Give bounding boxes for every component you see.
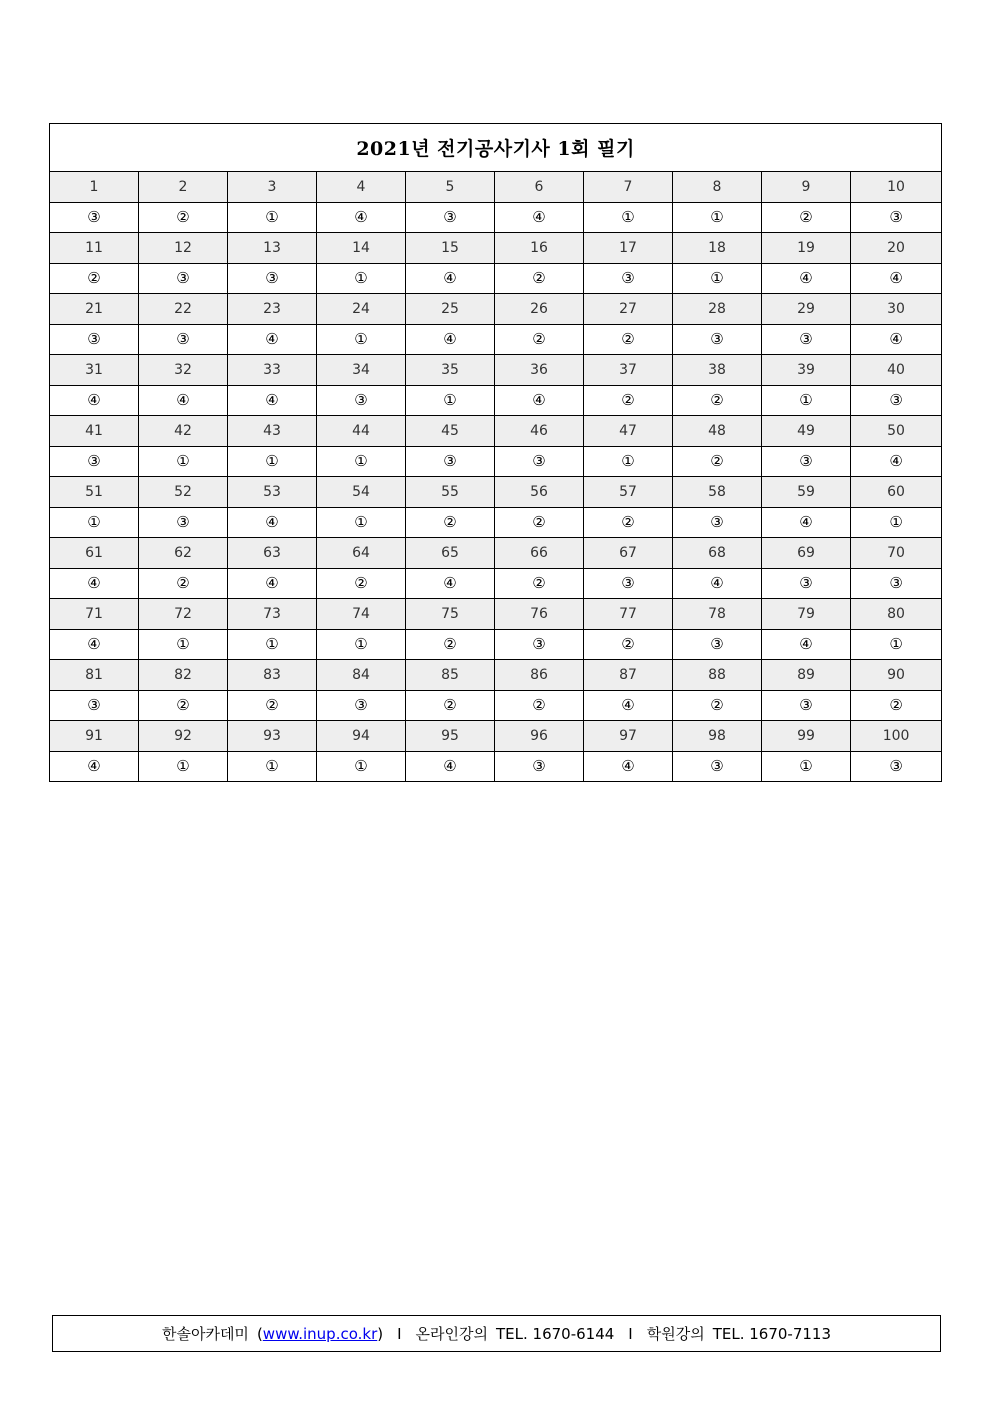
question-number: 99 [762,721,851,752]
open-paren: ( [256,1324,263,1343]
question-number-row [50,233,942,264]
question-number: 62 [139,538,228,569]
answer-cell: ① [228,202,317,233]
answer-cell: ④ [495,385,584,416]
question-number: 7 [584,172,673,203]
answer-cell: ③ [50,202,139,233]
answer-cell: ③ [50,446,139,477]
offline-tel: TEL. 1670-7113 [712,1324,831,1343]
answer-cell: ① [584,202,673,233]
question-number: 31 [50,355,139,386]
question-number: 19 [762,233,851,264]
answer-cell: ① [317,751,406,782]
question-number: 50 [851,416,942,447]
title-row [50,124,942,172]
close-paren: ) [377,1324,384,1343]
answer-cell: ② [584,324,673,355]
answer-row [50,324,942,355]
answer-cell: ③ [584,568,673,599]
answer-cell: ① [851,507,942,538]
question-number: 65 [406,538,495,569]
answer-cell: ② [851,690,942,721]
question-number: 24 [317,294,406,325]
answer-cell: ③ [851,568,942,599]
question-number: 92 [139,721,228,752]
question-number: 95 [406,721,495,752]
answer-cell: ① [317,263,406,294]
answer-cell: ④ [584,690,673,721]
question-number: 87 [584,660,673,691]
question-number: 8 [673,172,762,203]
question-number: 13 [228,233,317,264]
answer-cell: ③ [406,446,495,477]
question-number: 84 [317,660,406,691]
answer-cell: ④ [406,263,495,294]
question-number: 55 [406,477,495,508]
question-number: 47 [584,416,673,447]
answer-cell: ③ [495,446,584,477]
footer-bar [52,1315,941,1352]
answer-cell: ① [139,629,228,660]
answer-cell: ③ [139,507,228,538]
question-number: 28 [673,294,762,325]
question-number: 58 [673,477,762,508]
question-number: 73 [228,599,317,630]
question-number: 32 [139,355,228,386]
question-number: 93 [228,721,317,752]
separator: I [628,1324,633,1343]
question-number: 100 [851,721,942,752]
answer-cell: ② [406,629,495,660]
question-number: 81 [50,660,139,691]
answer-cell: ③ [50,690,139,721]
question-number: 21 [50,294,139,325]
answer-table [49,123,942,782]
answer-cell: ③ [851,202,942,233]
question-number-row [50,660,942,691]
answer-cell: ① [50,507,139,538]
answer-cell: ② [673,385,762,416]
answer-cell: ④ [584,751,673,782]
answer-cell: ① [317,507,406,538]
question-number-row [50,355,942,386]
answer-cell: ④ [228,324,317,355]
question-number: 45 [406,416,495,447]
question-number: 68 [673,538,762,569]
answer-cell: ② [317,568,406,599]
question-number: 18 [673,233,762,264]
answer-cell: ① [673,202,762,233]
question-number: 36 [495,355,584,386]
question-number: 88 [673,660,762,691]
answer-cell: ③ [228,263,317,294]
answer-row [50,751,942,782]
question-number: 98 [673,721,762,752]
answer-cell: ② [228,690,317,721]
question-number: 83 [228,660,317,691]
answer-cell: ① [139,446,228,477]
answer-cell: ① [228,629,317,660]
answer-cell: ③ [673,629,762,660]
question-number: 66 [495,538,584,569]
answer-row [50,202,942,233]
answer-cell: ④ [762,507,851,538]
question-number: 3 [228,172,317,203]
offline-label: 학원강의 [646,1325,705,1343]
answer-cell: ③ [673,751,762,782]
question-number: 43 [228,416,317,447]
question-number: 57 [584,477,673,508]
answer-cell: ② [584,385,673,416]
question-number: 26 [495,294,584,325]
answer-cell: ② [673,690,762,721]
question-number: 12 [139,233,228,264]
answer-cell: ① [406,385,495,416]
page-title: 2021년 전기공사기사 1회 필기 [50,124,942,172]
answer-cell: ③ [762,324,851,355]
question-number: 34 [317,355,406,386]
question-number: 69 [762,538,851,569]
answer-cell: ④ [139,385,228,416]
question-number: 86 [495,660,584,691]
question-number: 59 [762,477,851,508]
question-number: 6 [495,172,584,203]
answer-cell: ③ [317,690,406,721]
question-number: 25 [406,294,495,325]
answer-cell: ③ [317,385,406,416]
online-tel: TEL. 1670-6144 [496,1324,615,1343]
question-number: 4 [317,172,406,203]
question-number: 74 [317,599,406,630]
answer-cell: ③ [762,690,851,721]
answer-cell: ④ [50,629,139,660]
question-number: 39 [762,355,851,386]
answer-row [50,507,942,538]
question-number: 17 [584,233,673,264]
question-number: 75 [406,599,495,630]
answer-cell: ② [139,202,228,233]
answer-cell: ④ [50,385,139,416]
answer-row [50,568,942,599]
answer-cell: ② [50,263,139,294]
answer-cell: ③ [851,385,942,416]
answer-cell: ④ [762,629,851,660]
answer-cell: ① [762,385,851,416]
question-number: 94 [317,721,406,752]
question-number-row [50,416,942,447]
answer-cell: ④ [673,568,762,599]
question-number: 82 [139,660,228,691]
answer-cell: ① [228,446,317,477]
question-number: 40 [851,355,942,386]
academy-name: 한솔아카데미 [161,1325,249,1343]
question-number: 96 [495,721,584,752]
question-number: 76 [495,599,584,630]
question-number: 37 [584,355,673,386]
answer-cell: ④ [495,202,584,233]
answer-cell: ④ [50,568,139,599]
answer-cell: ① [673,263,762,294]
answer-row [50,629,942,660]
website-link[interactable]: www.inup.co.kr [262,1324,378,1343]
answer-cell: ④ [851,324,942,355]
answer-cell: ③ [139,263,228,294]
question-number-row [50,721,942,752]
answer-cell: ① [762,751,851,782]
answer-cell: ② [673,446,762,477]
question-number: 20 [851,233,942,264]
answer-cell: ③ [406,202,495,233]
question-number: 90 [851,660,942,691]
question-number: 46 [495,416,584,447]
question-number: 48 [673,416,762,447]
question-number: 60 [851,477,942,508]
question-number: 91 [50,721,139,752]
question-number: 29 [762,294,851,325]
answer-cell: ④ [851,263,942,294]
question-number-row [50,172,942,203]
answer-cell: ② [406,507,495,538]
answer-cell: ③ [851,751,942,782]
answer-cell: ④ [406,324,495,355]
answer-cell: ② [495,507,584,538]
question-number: 38 [673,355,762,386]
question-number: 56 [495,477,584,508]
question-number-row [50,294,942,325]
question-number: 53 [228,477,317,508]
question-number: 11 [50,233,139,264]
answer-cell: ② [495,324,584,355]
question-number-row [50,477,942,508]
answer-cell: ③ [762,446,851,477]
question-number: 23 [228,294,317,325]
answer-cell: ② [584,507,673,538]
answer-cell: ③ [584,263,673,294]
question-number: 16 [495,233,584,264]
question-number: 30 [851,294,942,325]
question-number: 80 [851,599,942,630]
question-number: 64 [317,538,406,569]
question-number: 85 [406,660,495,691]
question-number: 10 [851,172,942,203]
answer-row [50,690,942,721]
question-number: 1 [50,172,139,203]
question-number-row [50,538,942,569]
answer-cell: ④ [228,385,317,416]
answer-cell: ④ [851,446,942,477]
answer-cell: ④ [50,751,139,782]
answer-cell: ④ [228,568,317,599]
answer-cell: ③ [495,751,584,782]
question-number: 22 [139,294,228,325]
answer-cell: ③ [673,507,762,538]
answer-cell: ② [495,690,584,721]
question-number: 33 [228,355,317,386]
answer-row [50,385,942,416]
answer-cell: ② [139,690,228,721]
question-number: 63 [228,538,317,569]
question-number: 51 [50,477,139,508]
question-number: 71 [50,599,139,630]
question-number: 2 [139,172,228,203]
question-number: 70 [851,538,942,569]
question-number-row [50,599,942,630]
separator: I [397,1324,402,1343]
answer-cell: ② [762,202,851,233]
question-number: 14 [317,233,406,264]
question-number: 89 [762,660,851,691]
answer-cell: ② [139,568,228,599]
question-number: 42 [139,416,228,447]
answer-row [50,263,942,294]
answer-cell: ④ [406,751,495,782]
answer-cell: ① [851,629,942,660]
answer-cell: ① [317,446,406,477]
answer-cell: ④ [406,568,495,599]
answer-cell: ① [317,324,406,355]
question-number: 77 [584,599,673,630]
answer-cell: ① [228,751,317,782]
answer-cell: ① [139,751,228,782]
question-number: 44 [317,416,406,447]
answer-cell: ② [406,690,495,721]
question-number: 27 [584,294,673,325]
question-number: 49 [762,416,851,447]
answer-cell: ① [317,629,406,660]
answer-cell: ③ [495,629,584,660]
question-number: 67 [584,538,673,569]
question-number: 79 [762,599,851,630]
question-number: 9 [762,172,851,203]
answer-cell: ④ [228,507,317,538]
answer-cell: ③ [50,324,139,355]
question-number: 35 [406,355,495,386]
answer-cell: ③ [673,324,762,355]
answer-cell: ② [584,629,673,660]
question-number: 54 [317,477,406,508]
question-number: 72 [139,599,228,630]
answer-cell: ③ [762,568,851,599]
answer-cell: ③ [139,324,228,355]
question-number: 97 [584,721,673,752]
question-number: 41 [50,416,139,447]
question-number: 78 [673,599,762,630]
answer-cell: ④ [762,263,851,294]
online-label: 온라인강의 [415,1325,488,1343]
question-number: 52 [139,477,228,508]
answer-row [50,446,942,477]
question-number: 61 [50,538,139,569]
answer-cell: ④ [317,202,406,233]
answer-cell: ② [495,568,584,599]
answer-cell: ① [584,446,673,477]
question-number: 15 [406,233,495,264]
answer-cell: ② [495,263,584,294]
answer-table-body [50,124,942,782]
question-number: 5 [406,172,495,203]
